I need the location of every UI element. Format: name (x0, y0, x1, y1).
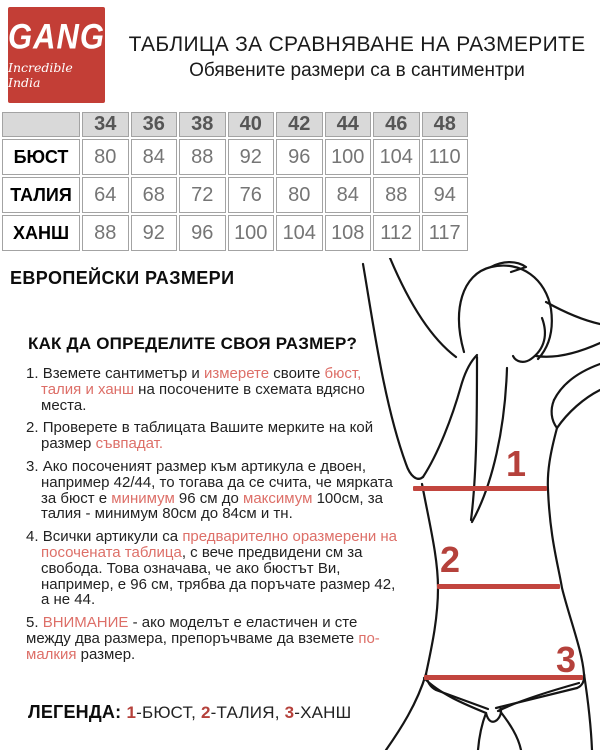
size-cell: 68 (131, 177, 178, 213)
size-cell: 80 (276, 177, 323, 213)
legend-segment: -БЮСТ, (136, 703, 201, 722)
size-cell: 80 (82, 139, 129, 175)
size-col-header: 48 (422, 112, 469, 137)
how-to-item (26, 615, 398, 662)
item-text-segment: Проверете в таблицата Вашите мерките на кой размер (41, 419, 374, 453)
how-to-list (26, 366, 398, 670)
how-to-item (26, 529, 398, 608)
item-text-segment: Всички артикули са (42, 528, 183, 546)
corner-cell (2, 112, 80, 137)
size-cell: 96 (276, 139, 323, 175)
row-label: ХАНШ (2, 215, 80, 251)
how-to-heading: КАК ДА ОПРЕДЕЛИТЕ СВОЯ РАЗМЕР? (28, 334, 358, 353)
size-cell: 117 (422, 215, 469, 251)
item-number: 1. (26, 365, 43, 382)
item-text-segment: бюст, талия и ханш (41, 365, 362, 398)
measurement-marker-2: 2 (440, 539, 461, 580)
page-title: ТАБЛИЦА ЗА СРАВНЯВАНЕ НА РАЗМЕРИТЕ (128, 33, 586, 56)
item-text-segment: ВНИМАНИЕ (42, 614, 129, 632)
item-text-segment: 96 см до (174, 489, 244, 507)
measurement-line-waist (437, 584, 560, 589)
size-cell: 92 (131, 215, 178, 251)
size-cell: 104 (373, 139, 420, 175)
size-cell: 76 (228, 177, 275, 213)
item-text-segment: на посочените в схемата вдясно места. (41, 380, 365, 414)
size-table-header-row (2, 112, 468, 137)
figure-illustration (360, 258, 600, 750)
size-cell: 88 (179, 139, 226, 175)
table-row (2, 177, 468, 213)
item-text-segment: съвпадат. (95, 435, 164, 453)
size-cell: 84 (325, 177, 372, 213)
brand-name: GANG (8, 15, 105, 57)
size-col-header: 38 (179, 112, 226, 137)
page-subtitle: Обявените размери са в сантиментри (189, 60, 525, 81)
item-text-segment: - ако моделът е еластичен и сте между два размера, препоръчваме да вземете (26, 614, 359, 647)
item-text-segment: Вземете сантиметър и (42, 365, 204, 382)
measurement-marker-1: 1 (506, 443, 527, 484)
size-cell: 88 (373, 177, 420, 213)
legend-segment: -ХАНШ (294, 703, 352, 722)
table-row (2, 139, 468, 175)
size-col-header: 44 (325, 112, 372, 137)
item-text-segment: Ако посоченият размер към артикула е двоен, например 42/44, то тогава да се счита, че мярката за бюст е (41, 457, 393, 507)
how-to-item (26, 366, 398, 413)
table-row (2, 215, 468, 251)
size-cell: 110 (422, 139, 469, 175)
size-cell: 64 (82, 177, 129, 213)
measurement-line-bust (413, 486, 547, 491)
brand-logo (8, 7, 105, 103)
size-cell: 88 (82, 215, 129, 251)
item-text-segment: размер. (76, 645, 136, 663)
size-cell: 108 (325, 215, 372, 251)
size-table (0, 110, 470, 253)
item-text-segment: своите (269, 365, 325, 382)
measurement-marker-3: 3 (556, 639, 577, 680)
item-text-segment: максимум (243, 489, 313, 507)
size-cell: 104 (276, 215, 323, 251)
size-col-header: 36 (131, 112, 178, 137)
how-to-item (26, 459, 398, 522)
size-table-body (2, 139, 468, 251)
item-number: 2. (26, 419, 43, 437)
row-label: БЮСТ (2, 139, 80, 175)
item-number: 3. (26, 457, 43, 475)
size-cell: 96 (179, 215, 226, 251)
size-col-header: 34 (82, 112, 129, 137)
item-text-segment: 100см, за талия - минимум 80см до 84см и тн. (41, 489, 383, 523)
header-titles (118, 32, 596, 83)
size-cell: 100 (325, 139, 372, 175)
item-text-segment: измерете (203, 365, 270, 382)
size-cell: 92 (228, 139, 275, 175)
legend (28, 702, 351, 723)
size-table-head (2, 112, 468, 137)
section-title-european-sizes: ЕВРОПЕЙСКИ РАЗМЕРИ (10, 268, 235, 288)
size-col-header: 46 (373, 112, 420, 137)
brand-tagline: Incredible India (8, 59, 73, 90)
row-label: ТАЛИЯ (2, 177, 80, 213)
item-text-segment: , с вече предвидени см за свобода. Това означава, че ако бюстът Ви, например, е 96 см, трябва да поръчате размер 42, а не 44. (41, 543, 396, 609)
item-text-segment: по-малкия (26, 629, 380, 663)
legend-segment: 1 (126, 703, 137, 722)
size-col-header: 42 (276, 112, 323, 137)
legend-segment: ЛЕГЕНДА: (28, 702, 127, 722)
legend-segment: -ТАЛИЯ, (210, 703, 285, 722)
legend-segment: 3 (284, 703, 295, 722)
size-cell: 84 (131, 139, 178, 175)
how-to-item (26, 420, 398, 452)
size-col-header: 40 (228, 112, 275, 137)
item-text-segment: предварително оразмерени на посочената таблица (41, 528, 398, 561)
item-text-segment: минимум (111, 489, 175, 507)
legend-segment: 2 (201, 703, 211, 722)
item-number: 5. (26, 614, 43, 632)
size-cell: 100 (228, 215, 275, 251)
size-cell: 72 (179, 177, 226, 213)
item-number: 4. (26, 528, 43, 546)
size-cell: 112 (373, 215, 420, 251)
size-cell: 94 (422, 177, 469, 213)
